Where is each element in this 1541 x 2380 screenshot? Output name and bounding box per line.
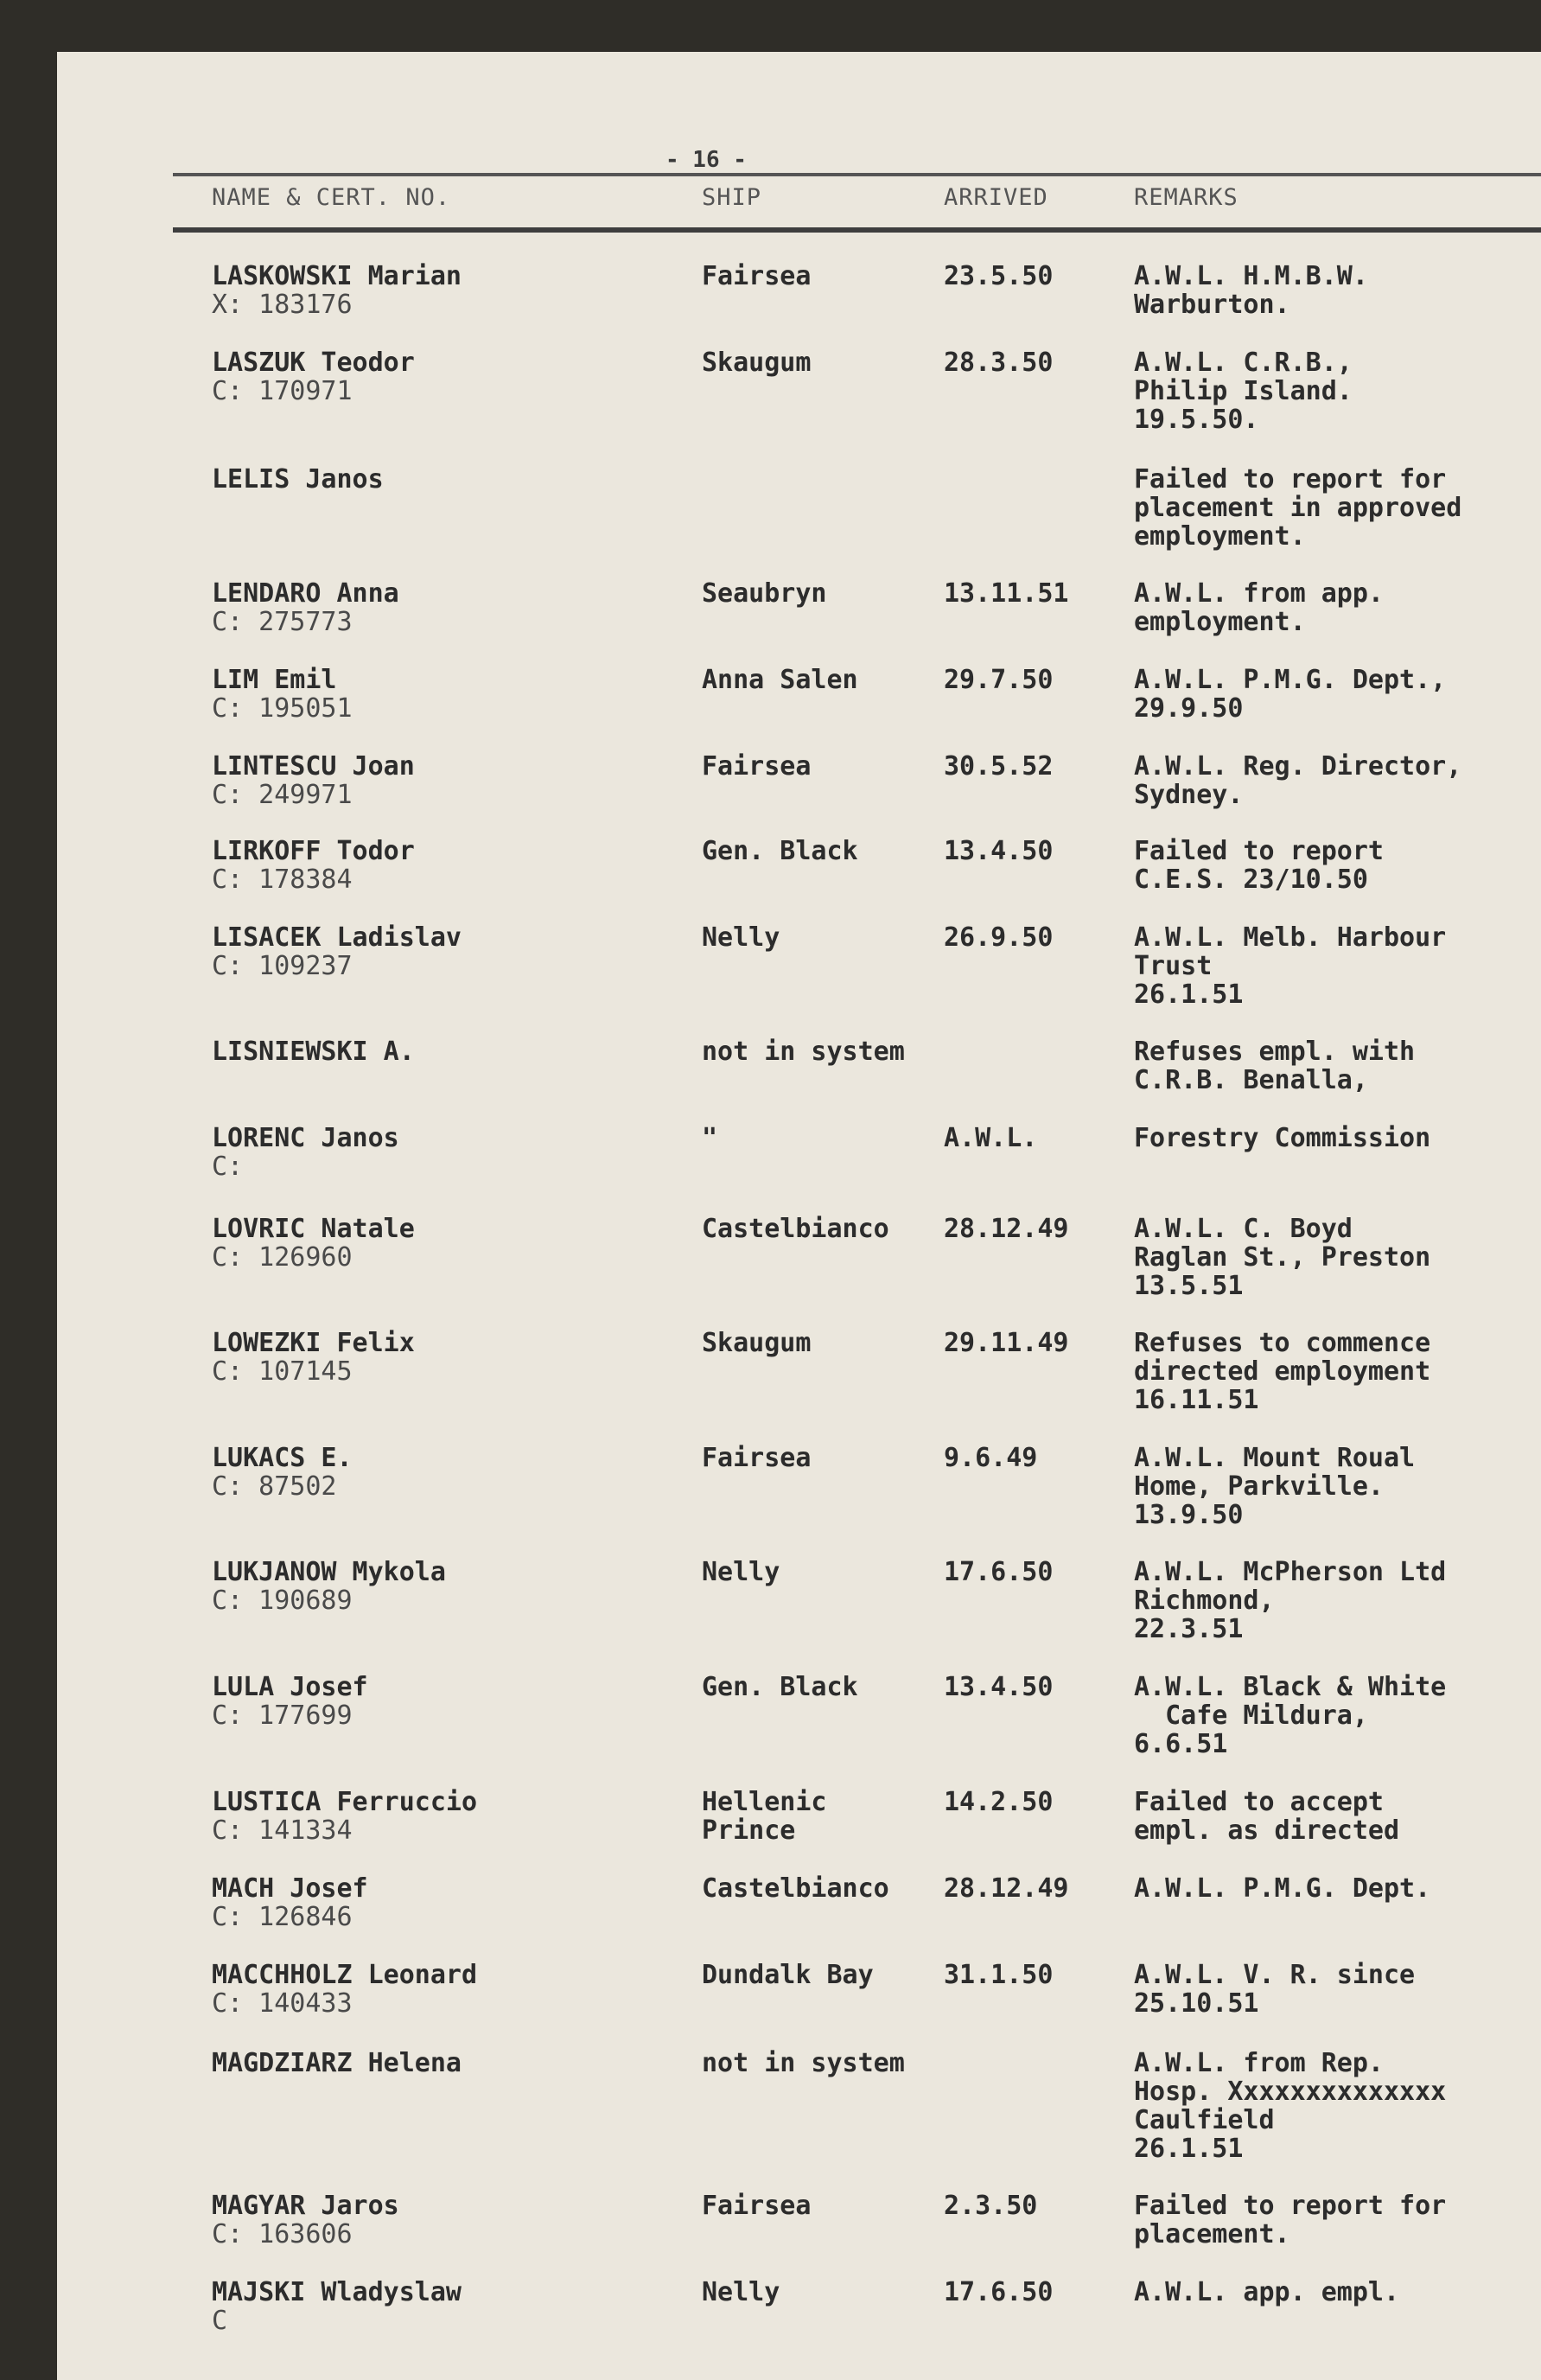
entry-surname: LORENC Janos bbox=[212, 1123, 399, 1153]
entry-remarks: A.W.L. app. empl. bbox=[1134, 2277, 1400, 2307]
entry-name bbox=[212, 1788, 477, 1845]
entry-remarks: Forestry Commission bbox=[1134, 1123, 1431, 1153]
entry-surname: LELIS Janos bbox=[212, 464, 384, 495]
header-rule-bottom bbox=[173, 227, 1541, 233]
entry-arrived: 28.3.50 bbox=[944, 348, 1054, 378]
entry-remarks: A.W.L. C.R.B., Philip Island. 19.5.50. bbox=[1134, 348, 1353, 435]
entry-remarks: A.W.L. C. Boyd Raglan St., Preston 13.5.51 bbox=[1134, 1214, 1431, 1301]
entry-remarks: A.W.L. Reg. Director, Sydney. bbox=[1134, 751, 1462, 810]
entry-ship: Fairsea bbox=[702, 261, 812, 291]
entry-remarks: Refuses to commence directed employment 16.11.51 bbox=[1134, 1328, 1431, 1415]
header-ship: SHIP bbox=[702, 184, 762, 211]
entry-surname: LIM Emil bbox=[212, 665, 337, 695]
entry-cert: X: 183176 bbox=[212, 290, 353, 320]
entry-surname: LISNIEWSKI A. bbox=[212, 1037, 415, 1067]
entry-remarks: Failed to report for placement in approved employment. bbox=[1134, 464, 1462, 552]
entry-remarks: A.W.L. McPherson Ltd Richmond, 22.3.51 bbox=[1134, 1557, 1447, 1644]
entry-ship: Fairsea bbox=[702, 1443, 812, 1473]
entry-cert: C bbox=[212, 2306, 228, 2336]
entry-remarks: A.W.L. from Rep. Hosp. Xxxxxxxxxxxxxx Caulfield 26.1.51 bbox=[1134, 2048, 1447, 2164]
entry-name bbox=[212, 1037, 415, 1066]
entry-cert: C: 190689 bbox=[212, 1586, 353, 1616]
entry-name bbox=[212, 2192, 399, 2249]
entry-arrived: 23.5.50 bbox=[944, 261, 1054, 291]
header-arrived: ARRIVED bbox=[944, 184, 1048, 211]
entry-cert: C: 140433 bbox=[212, 1988, 353, 2019]
entry-remarks: A.W.L. from app. employment. bbox=[1134, 578, 1384, 637]
entry-surname: LUSTICA Ferruccio bbox=[212, 1787, 478, 1817]
entry-surname: LINTESCU Joan bbox=[212, 751, 415, 782]
entry-arrived: A.W.L. bbox=[944, 1123, 1038, 1153]
entry-name bbox=[212, 1673, 368, 1730]
entry-cert: C: 275773 bbox=[212, 607, 353, 637]
header-remarks: REMARKS bbox=[1134, 184, 1239, 211]
entry-cert: C: 178384 bbox=[212, 865, 353, 895]
entry-name bbox=[212, 2049, 462, 2077]
entry-remarks: A.W.L. Melb. Harbour Trust 26.1.51 bbox=[1134, 922, 1447, 1010]
entry-surname: LASZUK Teodor bbox=[212, 348, 415, 378]
entry-arrived: 26.9.50 bbox=[944, 922, 1054, 953]
entry-arrived: 17.6.50 bbox=[944, 2277, 1054, 2307]
entry-name bbox=[212, 465, 384, 494]
entry-ship: Skaugum bbox=[702, 348, 812, 378]
entry-cert: C: 249971 bbox=[212, 780, 353, 810]
entry-ship: Seaubryn bbox=[702, 578, 827, 609]
entry-arrived: 13.4.50 bbox=[944, 1672, 1054, 1702]
header-name: NAME & CERT. NO. bbox=[212, 184, 451, 211]
entry-cert: C: 177699 bbox=[212, 1700, 353, 1731]
entry-arrived: 29.11.49 bbox=[944, 1328, 1069, 1358]
entry-arrived: 14.2.50 bbox=[944, 1787, 1054, 1817]
entry-cert: C: 170971 bbox=[212, 376, 353, 406]
entry-ship: Dundalk Bay bbox=[702, 1960, 874, 1990]
entry-remarks: A.W.L. P.M.G. Dept. bbox=[1134, 1873, 1431, 1904]
header-rule-top bbox=[173, 173, 1541, 176]
entry-remarks: A.W.L. Black & White Cafe Mildura, 6.6.51 bbox=[1134, 1672, 1447, 1759]
entry-cert: C: 126960 bbox=[212, 1242, 353, 1273]
entry-cert: C: 109237 bbox=[212, 951, 353, 981]
entry-remarks: Failed to report for placement. bbox=[1134, 2191, 1447, 2249]
entry-arrived: 28.12.49 bbox=[944, 1214, 1069, 1244]
entry-surname: LOWEZKI Felix bbox=[212, 1328, 415, 1358]
entry-name bbox=[212, 752, 415, 809]
entry-ship: not in system bbox=[702, 1037, 905, 1067]
entry-name bbox=[212, 1444, 353, 1501]
entry-ship: not in system bbox=[702, 2048, 905, 2078]
entry-ship: Anna Salen bbox=[702, 665, 858, 695]
entry-surname: LOVRIC Natale bbox=[212, 1214, 415, 1244]
entry-name bbox=[212, 1874, 368, 1931]
entry-ship: Nelly bbox=[702, 2277, 780, 2307]
entry-ship: Castelbianco bbox=[702, 1214, 889, 1244]
entry-surname: LUKACS E. bbox=[212, 1443, 353, 1473]
entry-surname: MAGYAR Jaros bbox=[212, 2191, 399, 2221]
entry-name bbox=[212, 262, 462, 319]
entry-arrived: 9.6.49 bbox=[944, 1443, 1038, 1473]
entry-arrived: 29.7.50 bbox=[944, 665, 1054, 695]
entry-surname: MACH Josef bbox=[212, 1873, 368, 1904]
entry-arrived: 30.5.52 bbox=[944, 751, 1054, 782]
entry-ship: Nelly bbox=[702, 1557, 780, 1587]
entry-ship: Castelbianco bbox=[702, 1873, 889, 1904]
entry-cert: C: 107145 bbox=[212, 1356, 353, 1387]
entry-name bbox=[212, 1124, 399, 1181]
entry-name bbox=[212, 1558, 446, 1615]
entry-name bbox=[212, 1329, 415, 1386]
entry-name bbox=[212, 579, 399, 636]
entry-ship: Gen. Black bbox=[702, 836, 858, 866]
entry-surname: MAJSKI Wladyslaw bbox=[212, 2277, 462, 2307]
entry-surname: LENDARO Anna bbox=[212, 578, 399, 609]
entry-surname: LASKOWSKI Marian bbox=[212, 261, 462, 291]
entry-arrived: 13.4.50 bbox=[944, 836, 1054, 866]
entry-cert: C: 141334 bbox=[212, 1815, 353, 1846]
entry-remarks: Failed to report C.E.S. 23/10.50 bbox=[1134, 836, 1384, 895]
entry-surname: LULA Josef bbox=[212, 1672, 368, 1702]
entry-arrived: 13.11.51 bbox=[944, 578, 1069, 609]
entry-ship: Hellenic Prince bbox=[702, 1787, 827, 1846]
entry-cert: C: 195051 bbox=[212, 693, 353, 724]
entry-name bbox=[212, 1961, 477, 2018]
entry-ship: Nelly bbox=[702, 922, 780, 953]
entry-name bbox=[212, 666, 353, 723]
entry-remarks: A.W.L. Mount Roual Home, Parkville. 13.9.50 bbox=[1134, 1443, 1416, 1530]
entry-name bbox=[212, 923, 462, 980]
entry-ship: Skaugum bbox=[702, 1328, 812, 1358]
entry-remarks: Failed to accept empl. as directed bbox=[1134, 1787, 1400, 1846]
entry-remarks: A.W.L. H.M.B.W. Warburton. bbox=[1134, 261, 1368, 320]
entry-arrived: 28.12.49 bbox=[944, 1873, 1069, 1904]
entry-cert: C: 163606 bbox=[212, 2219, 353, 2249]
entry-name bbox=[212, 2278, 462, 2335]
entry-cert: C: 87502 bbox=[212, 1471, 337, 1502]
entry-name bbox=[212, 348, 415, 405]
entry-surname: LUKJANOW Mykola bbox=[212, 1557, 446, 1587]
entry-ship: Fairsea bbox=[702, 751, 812, 782]
entry-remarks: A.W.L. P.M.G. Dept., 29.9.50 bbox=[1134, 665, 1447, 724]
entry-remarks: A.W.L. V. R. since 25.10.51 bbox=[1134, 1960, 1416, 2019]
entry-arrived: 31.1.50 bbox=[944, 1960, 1054, 1990]
entry-surname: MACCHHOLZ Leonard bbox=[212, 1960, 478, 1990]
entry-name bbox=[212, 837, 415, 894]
entry-surname: LIRKOFF Todor bbox=[212, 836, 415, 866]
page-number: - 16 - bbox=[665, 147, 747, 173]
entry-ship: " bbox=[702, 1123, 718, 1153]
entry-cert: C: 126846 bbox=[212, 1902, 353, 1932]
entry-remarks: Refuses empl. with C.R.B. Benalla, bbox=[1134, 1037, 1416, 1095]
entry-arrived: 2.3.50 bbox=[944, 2191, 1038, 2221]
entry-arrived: 17.6.50 bbox=[944, 1557, 1054, 1587]
entry-cert: C: bbox=[212, 1152, 244, 1182]
entry-ship: Fairsea bbox=[702, 2191, 812, 2221]
entry-ship: Gen. Black bbox=[702, 1672, 858, 1702]
entry-name bbox=[212, 1215, 415, 1272]
entry-surname: LISACEK Ladislav bbox=[212, 922, 462, 953]
entry-surname: MAGDZIARZ Helena bbox=[212, 2048, 462, 2078]
